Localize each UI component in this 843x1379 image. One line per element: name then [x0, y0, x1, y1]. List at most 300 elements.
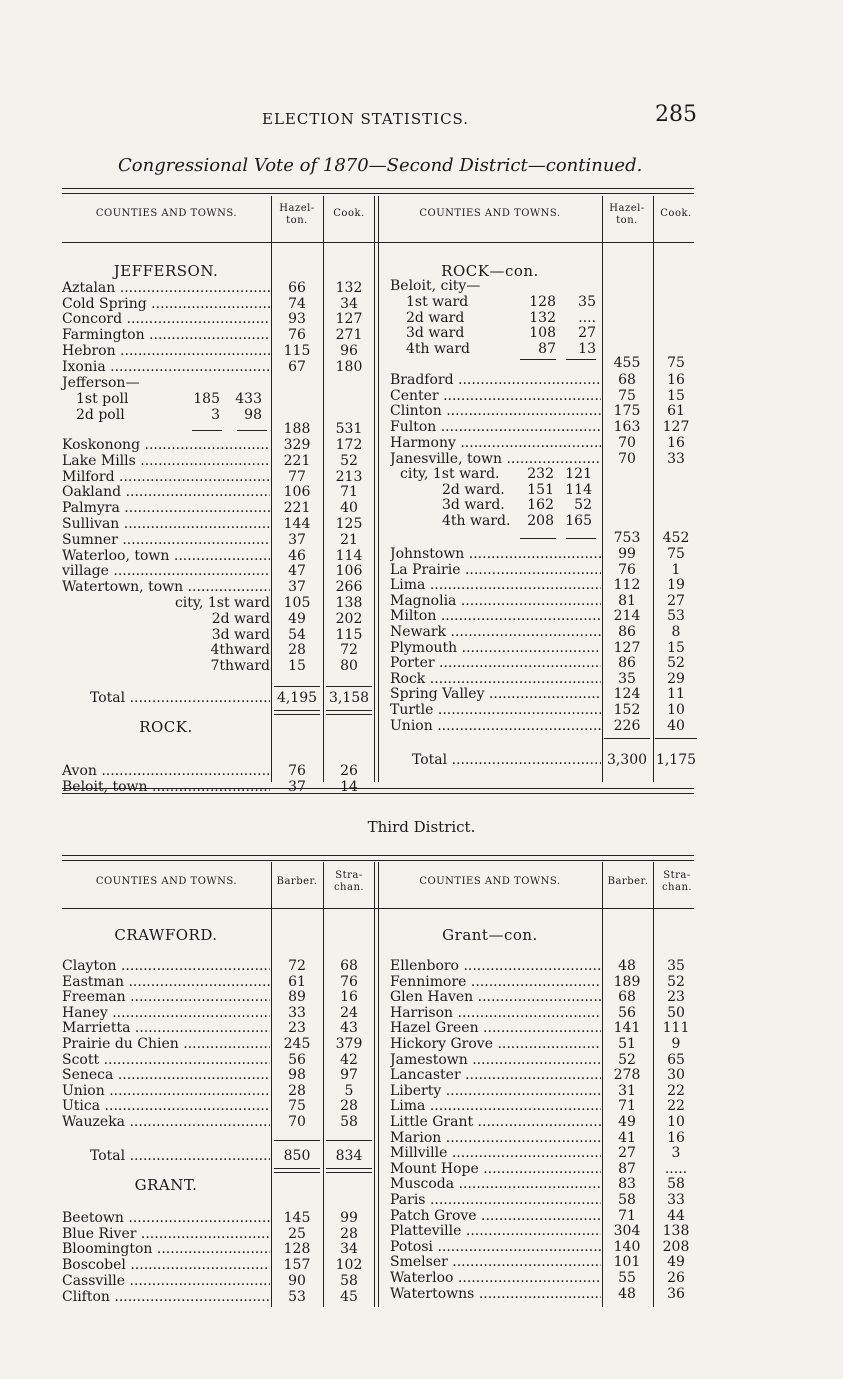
vote-value: 58 [618, 1192, 636, 1208]
vote-value: 58 [667, 1176, 685, 1193]
subtotal-value: 452 [662, 530, 690, 546]
vote-value: 25 [288, 1225, 306, 1242]
ward-value: 165 [565, 513, 592, 530]
town-name: Clinton ..... [390, 403, 601, 419]
vote-value: 72 [288, 958, 306, 974]
county-heading-grant-con: Grant—con. [442, 926, 538, 944]
vote-value: 89 [288, 989, 306, 1006]
town-name: Hebron ..... [62, 343, 270, 359]
vote-value: 43 [340, 1020, 358, 1037]
vote-value: 180 [335, 358, 363, 375]
ward-value: 87 [538, 340, 556, 357]
vote-value: 221 [283, 500, 311, 517]
vote-value: 45 [340, 1288, 358, 1305]
vote-value: 157 [283, 1257, 311, 1274]
vote-value: 15 [667, 639, 685, 656]
vote-value: 75 [618, 387, 636, 404]
sum-rule [520, 538, 556, 539]
page-subtitle: Congressional Vote of 1870—Second District—continued. [118, 155, 643, 176]
table-row [0, 388, 843, 404]
table-row [0, 403, 843, 419]
ward-value: 13 [578, 340, 596, 357]
table-row [0, 1005, 843, 1021]
vote-value: 99 [618, 546, 636, 562]
vote-value: 76 [288, 763, 306, 779]
town-name: village ..... [62, 563, 270, 579]
vote-value: 266 [335, 579, 363, 596]
subtotal-value: 75 [667, 355, 685, 371]
vote-value: 48 [618, 958, 636, 974]
sum-rule [604, 738, 650, 739]
vote-value: 152 [613, 702, 641, 718]
ward-row [0, 513, 843, 529]
town-name: Glen Haven ..... [390, 989, 601, 1005]
vote-value: 3 [671, 1145, 681, 1162]
town-name: Watertowns ..... [390, 1286, 601, 1302]
vote-value: 46 [288, 547, 306, 564]
town-name: Palmyra ..... [62, 500, 270, 516]
vote-value: 15 [288, 658, 306, 675]
ward-value: 162 [527, 497, 554, 514]
table-row [0, 718, 843, 734]
vote-value: 163 [613, 419, 641, 436]
vote-value: 11 [667, 686, 685, 703]
poll-name: 1st poll [76, 391, 129, 407]
town-name: Janesville, town ..... [390, 451, 601, 467]
ward-row [0, 497, 843, 513]
vote-value: ..... [664, 1160, 688, 1177]
vote-value: 144 [283, 516, 311, 532]
vote-value: 125 [335, 516, 363, 532]
town-name: Total ..... [90, 690, 270, 706]
vote-value: 52 [667, 655, 685, 672]
town-name: Sumner ..... [62, 532, 270, 548]
vote-value: 70 [618, 434, 636, 451]
town-name: Lima ..... [390, 1098, 601, 1114]
poll-value: 185 [193, 391, 220, 407]
vote-value: 71 [618, 1098, 636, 1115]
table-row [0, 1083, 843, 1099]
rule-top [62, 188, 694, 189]
vote-value: 56 [288, 1051, 306, 1068]
vote-value: 127 [662, 419, 690, 436]
poll-name: 2d poll [76, 407, 125, 423]
town-name: Marion ..... [390, 1130, 601, 1146]
vote-value: 102 [335, 1257, 363, 1274]
town-name: Wauzeka ..... [62, 1114, 270, 1130]
vote-value: 127 [335, 311, 363, 328]
table-row [0, 702, 843, 718]
vote-value: 49 [288, 610, 306, 627]
vote-value: 31 [618, 1082, 636, 1099]
vote-value: 124 [613, 686, 641, 703]
vote-value: 87 [618, 1160, 636, 1177]
vote-value: 175 [613, 403, 641, 420]
vote-value: 128 [283, 1241, 311, 1258]
town-name: Cassville ..... [62, 1273, 270, 1289]
town-name: Union ..... [390, 718, 601, 734]
ward-row [0, 310, 843, 326]
county-heading-jefferson: JEFFERSON. [113, 262, 219, 280]
third-district-title: Third District. [367, 818, 476, 836]
town-name: Seneca ..... [62, 1067, 270, 1083]
vote-value: 140 [613, 1238, 641, 1255]
ward-value: 108 [529, 325, 556, 341]
town-name: 7thward [210, 658, 270, 675]
vote-value: 16 [667, 1129, 685, 1146]
vote-value: 145 [283, 1210, 311, 1226]
ward-name: city, 1st ward. [400, 466, 500, 482]
vote-value: 66 [288, 280, 306, 296]
table-row [0, 435, 843, 451]
vote-value: 37 [288, 579, 306, 596]
vote-value: 115 [283, 342, 311, 359]
sum-rule [566, 359, 596, 360]
vote-value: 112 [613, 577, 641, 594]
ward-value: 132 [529, 309, 556, 326]
col-header-strachan: Stra-chan. [661, 870, 693, 893]
vote-value: 37 [288, 779, 306, 795]
vote-value: 141 [613, 1020, 641, 1037]
table-row [0, 1270, 843, 1286]
vote-value: 33 [667, 450, 685, 467]
running-head: ELECTION STATISTICS. [262, 110, 470, 128]
table-row [0, 1192, 843, 1208]
town-name: Hazel Green ..... [390, 1020, 601, 1036]
town-name: Oakland ..... [62, 484, 270, 500]
vote-value: 3,158 [328, 690, 370, 706]
ward-name: 4th ward. [442, 513, 511, 530]
vote-value: 47 [288, 563, 306, 580]
vote-value: 55 [618, 1270, 636, 1286]
vote-value: 106 [283, 484, 311, 501]
vote-value: 53 [288, 1288, 306, 1305]
rule-top-2 [62, 193, 694, 194]
vote-value: 54 [288, 626, 306, 643]
vote-value: 61 [667, 403, 685, 420]
col-header-counties: COUNTIES AND TOWNS. [419, 208, 561, 219]
ward-name: 2d ward [406, 309, 465, 326]
table-row [0, 1286, 843, 1302]
vote-value: 77 [288, 468, 306, 485]
ward-row [0, 294, 843, 310]
table-row [0, 1254, 843, 1270]
vote-value: 213 [335, 468, 363, 485]
ward-name: 1st ward [406, 294, 469, 310]
vote-value: 5 [344, 1082, 354, 1099]
town-name: Cold Spring ..... [62, 296, 270, 312]
page-number: 285 [655, 102, 697, 127]
vote-value: 15 [667, 387, 685, 404]
subtotal-value: 188 [283, 421, 311, 437]
vote-value: 101 [613, 1254, 641, 1271]
vote-value: 30 [667, 1067, 685, 1084]
vote-value: 49 [667, 1254, 685, 1271]
vote-value: 8 [671, 624, 681, 640]
vote-value: 21 [340, 531, 358, 548]
ward-row [0, 481, 843, 501]
town-name: Lake Mills ..... [62, 453, 270, 469]
poll-value: 433 [235, 391, 262, 407]
vote-value: 22 [667, 1098, 685, 1115]
town-name: Marrietta ..... [62, 1020, 270, 1036]
vote-value: 10 [667, 702, 685, 718]
vote-value: 75 [288, 1098, 306, 1115]
town-name: Fennimore ..... [390, 974, 601, 990]
ward-value: 35 [578, 294, 596, 310]
town-name: Johnstown ..... [390, 546, 601, 562]
vote-value: 96 [340, 342, 358, 359]
vote-value: 28 [288, 642, 306, 659]
town-name: Ixonia ..... [62, 359, 270, 375]
rule-top-2 [62, 860, 694, 861]
town-name: Milford ..... [62, 469, 270, 485]
vote-value: 76 [288, 327, 306, 344]
vote-value: 52 [667, 973, 685, 990]
vote-value: 202 [335, 610, 363, 627]
vote-value: 127 [613, 639, 641, 656]
vote-value: 71 [340, 484, 358, 501]
table-row [0, 624, 843, 640]
county-heading-rock: ROCK. [139, 718, 193, 736]
ward-value: 114 [565, 481, 592, 498]
vote-value: 4,195 [276, 690, 318, 706]
vote-value: 26 [340, 763, 358, 779]
town-name: Sullivan ..... [62, 516, 270, 532]
rule-top [62, 855, 694, 856]
town-name: Total ..... [412, 752, 601, 768]
col-header-strachan: Stra-chan. [333, 870, 365, 893]
vote-value: 56 [618, 1004, 636, 1021]
table-row [0, 958, 843, 974]
vote-value: 33 [288, 1004, 306, 1021]
table-row [0, 1130, 843, 1146]
vote-value: 61 [288, 973, 306, 990]
town-name: Paris ..... [390, 1192, 601, 1208]
col-header-counties: COUNTIES AND TOWNS. [419, 876, 561, 887]
town-name: Milton ..... [390, 608, 601, 624]
table-row [0, 1020, 843, 1036]
vote-value: 189 [613, 973, 641, 990]
town-name: Boscobel ..... [62, 1257, 270, 1273]
vote-value: 16 [340, 989, 358, 1006]
vote-value: 76 [340, 973, 358, 990]
vote-value: 58 [340, 1114, 358, 1130]
vote-value: 74 [288, 295, 306, 312]
table-row [0, 1208, 843, 1224]
town-name: Newark ..... [390, 624, 601, 640]
vote-value: 90 [288, 1272, 306, 1289]
sum-rule [566, 538, 596, 539]
table-row [0, 372, 843, 388]
table-row [0, 686, 843, 702]
col-header-barber: Barber. [276, 876, 318, 887]
town-name: 4thward [210, 642, 270, 659]
col-header-hazelton: Hazel-ton. [279, 203, 315, 226]
col-header-barber: Barber. [607, 876, 649, 887]
ward-name: 4th ward [406, 340, 470, 357]
table-row [0, 1067, 843, 1083]
town-name: city, 1st ward [174, 595, 270, 611]
vote-value: 35 [667, 958, 685, 974]
vote-value: 329 [283, 437, 311, 453]
vote-value: 22 [667, 1082, 685, 1099]
county-heading-crawford: CRAWFORD. [114, 926, 218, 944]
table-row [0, 1098, 843, 1114]
vote-value: 23 [667, 989, 685, 1006]
vote-value: 27 [618, 1145, 636, 1162]
subtotal-value: 753 [613, 530, 641, 546]
town-name: Aztalan ..... [62, 280, 270, 296]
vote-value: 75 [667, 546, 685, 562]
vote-value: 114 [335, 547, 363, 564]
vote-value: 115 [335, 626, 363, 643]
vote-value: 14 [340, 779, 358, 795]
town-name: Clifton ..... [62, 1289, 270, 1305]
table-row [0, 1223, 843, 1239]
table-row [0, 671, 843, 687]
town-name: Scott ..... [62, 1052, 270, 1068]
table-row [0, 655, 843, 671]
ward-value: 128 [529, 294, 556, 310]
table-row [0, 451, 843, 467]
vote-value: 16 [667, 434, 685, 451]
vote-value: 44 [667, 1207, 685, 1224]
town-name: Platteville ..... [390, 1223, 601, 1239]
col-header-counties: COUNTIES AND TOWNS. [95, 876, 238, 887]
col-header-cook: Cook. [333, 208, 365, 219]
vote-value: 28 [288, 1082, 306, 1099]
ward-value: 52 [574, 497, 592, 514]
ward-name: 2d ward. [442, 481, 505, 498]
vote-value: 29 [667, 670, 685, 687]
vote-value: 70 [618, 450, 636, 467]
town-name: Turtle ..... [390, 702, 601, 718]
town-name: Little Grant ..... [390, 1114, 601, 1130]
sum-rule [520, 359, 556, 360]
vote-value: 68 [618, 372, 636, 388]
vote-value: 36 [667, 1285, 685, 1302]
vote-value: 37 [288, 531, 306, 548]
vote-value: 26 [667, 1270, 685, 1286]
ward-value: 208 [527, 513, 554, 530]
vote-value: 19 [667, 577, 685, 594]
town-name: Farmington ..... [62, 327, 270, 343]
town-name: Beetown ..... [62, 1210, 270, 1226]
table-row [0, 974, 843, 990]
table-row [0, 419, 843, 435]
town-name: Koskonong ..... [62, 437, 270, 453]
town-name: Harrison ..... [390, 1005, 601, 1021]
sum-rule [655, 738, 697, 739]
town-name: 3d ward [211, 626, 270, 643]
vote-value: 16 [667, 372, 685, 388]
vote-value: 271 [335, 327, 363, 344]
vote-value: 9 [671, 1036, 681, 1052]
town-name: Muscoda ..... [390, 1176, 601, 1192]
vote-value: 33 [667, 1192, 685, 1208]
vote-value: 83 [618, 1176, 636, 1193]
vote-value: 10 [667, 1114, 685, 1130]
ward-row [0, 466, 843, 482]
table-row [0, 1145, 843, 1161]
town-name: La Prairie ..... [390, 562, 601, 578]
vote-value: 80 [340, 658, 358, 675]
vote-value: 53 [667, 608, 685, 625]
col-header-counties: COUNTIES AND TOWNS. [95, 208, 238, 219]
vote-value: 52 [618, 1051, 636, 1068]
table-row [0, 1176, 843, 1192]
table-row [0, 1114, 843, 1130]
town-name: Haney ..... [62, 1005, 270, 1021]
vote-value: 98 [288, 1067, 306, 1084]
town-name: Waterloo, town ..... [62, 548, 270, 564]
poll-value: 98 [244, 407, 262, 423]
vote-value: 208 [662, 1238, 690, 1255]
town-name: Bradford ..... [390, 372, 601, 388]
vote-value: 34 [340, 1241, 358, 1258]
town-name: Ellenboro ..... [390, 958, 601, 974]
table-row [0, 608, 843, 624]
table-row [0, 1036, 843, 1052]
subtotal-value: 531 [335, 421, 363, 437]
vote-value: 3,300 [606, 752, 648, 768]
vote-value: 71 [618, 1207, 636, 1224]
vote-value: 34 [340, 295, 358, 312]
town-name: Union ..... [62, 1083, 270, 1099]
town-name: Lancaster ..... [390, 1067, 601, 1083]
vote-value: 138 [335, 595, 363, 611]
vote-value: 50 [667, 1004, 685, 1021]
vote-value: 51 [618, 1036, 636, 1052]
town-name: Fulton ..... [390, 419, 601, 435]
vote-value: 68 [340, 958, 358, 974]
town-name: Jamestown ..... [390, 1052, 601, 1068]
vote-value: 41 [618, 1129, 636, 1146]
ward-name: 3d ward [406, 325, 465, 341]
town-name: Eastman ..... [62, 974, 270, 990]
ward-value: 232 [527, 466, 554, 482]
town-name: Beloit, town ..... [62, 779, 270, 795]
vote-value: 48 [618, 1285, 636, 1302]
vote-value: 76 [618, 561, 636, 578]
vote-value: 40 [667, 717, 685, 734]
town-name: Concord ..... [62, 311, 270, 327]
vote-value: 72 [340, 642, 358, 659]
table-row [0, 562, 843, 578]
ward-value: .... [578, 309, 596, 326]
vote-value: 68 [618, 989, 636, 1006]
town-name: Harmony ..... [390, 435, 601, 451]
vote-value: 304 [613, 1223, 641, 1240]
vote-value: 278 [613, 1067, 641, 1084]
vote-value: 132 [335, 280, 363, 296]
town-name: Total ..... [90, 1148, 270, 1164]
town-name: Magnolia ..... [390, 593, 601, 609]
col-header-cook: Cook. [660, 208, 692, 219]
vote-value: 28 [340, 1098, 358, 1115]
vote-value: 86 [618, 624, 636, 640]
town-name: Liberty ..... [390, 1083, 601, 1099]
town-name: Bloomington ..... [62, 1241, 270, 1257]
vote-value: 24 [340, 1004, 358, 1021]
vote-value: 58 [340, 1272, 358, 1289]
col-header-hazelton: Hazel-ton. [609, 203, 645, 226]
town-name: Clayton ..... [62, 958, 270, 974]
town-name: Plymouth ..... [390, 640, 601, 656]
vote-value: 97 [340, 1067, 358, 1084]
vote-value: 99 [340, 1210, 358, 1226]
